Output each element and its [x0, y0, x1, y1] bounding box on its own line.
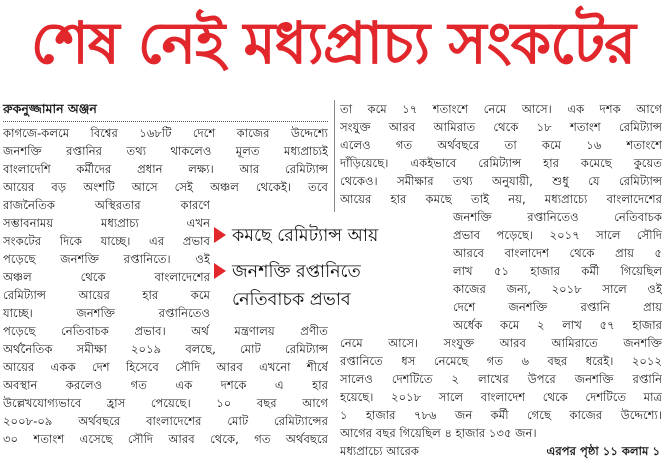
right-column-line: দেশে জনশক্তি রপ্তানি প্রায় [453, 300, 662, 314]
right-column-line: আয়ের হার কমছে তাই নয়, মধ্যপ্রাচ্যে বাংলাদেশের [340, 192, 662, 206]
left-column-line: বাংলাদেশি কর্মীদের প্রধান লক্ষ্য। আর রেমিট্যান্স [3, 162, 328, 176]
right-column-line: নেমে আসে। সংযুক্ত আরব আমিরাতে জনশক্তি [340, 336, 662, 350]
left-column-line: যাচ্ছে। জনশক্তি রপ্তানিতেও [3, 306, 210, 320]
callout-text: জনশক্তি রপ্তানিতে [232, 262, 361, 282]
left-column-line: অর্থনৈতিক সমীক্ষা ২০১৯ বলছে, মোট রেমিট্যান্স [3, 342, 328, 356]
callout-box [214, 212, 448, 316]
right-column-line: সংযুক্ত আরব আমিরাত থেকে ১৮ শতাংশ রেমিট্যান্স [340, 120, 662, 134]
triangle-bullet-icon [214, 263, 226, 279]
headline: শেষ নেই মধ্যপ্রাচ্য সংকটের [30, 9, 636, 77]
right-column-line: কাজের জন্য, ২০১৮ সালে ওই [453, 282, 662, 296]
left-column-line: সংকটের দিকে যাচ্ছে। এর প্রভাব [3, 234, 210, 248]
left-column-line: সম্ভাবনাময় মধ্যপ্রাচ্য এখন [3, 216, 210, 230]
callout-text: কমছে রেমিট্যান্স আয় [232, 226, 379, 246]
callout-item [214, 258, 448, 286]
left-column-line: কাগজে-কলমে বিশ্বের ১৬৮টি দেশে কাজের উদ্দেশ্যে [3, 126, 328, 140]
right-column-line: সালেও দেশটিতে ২ লাখের উপরে জনশক্তি রপ্তানি [340, 372, 662, 386]
left-column-line: জনশক্তি রপ্তানির তথ্য থাকলেও মূলত মধ্যপ্রাচ্যই [3, 144, 328, 158]
right-column-line: লাখ ৫১ হাজার কর্মী গিয়েছিল [453, 264, 662, 278]
left-column-line: ২০০৮-০৯ অর্থবছরে বাংলাদেশের মোট রেমিট্যান্সের [3, 414, 328, 428]
right-column-line: তা কমে ১৭ শতাংশে নেমে আসে। এক দশক আগে [340, 102, 662, 116]
left-column-line: আয়ের বড় অংশটি আসে সেই অঞ্চল থেকেই। তবে [3, 180, 328, 194]
right-column-line: এলেও গত অর্থবছরে তা কমে ১৬ শতাংশে [340, 138, 662, 152]
callout-text: নেতিবাচক প্রভাব [232, 290, 351, 310]
byline-rule [3, 121, 328, 122]
right-column-line: আরবে বাংলাদেশ থেকে প্রায় ৫ [453, 246, 662, 260]
left-column-line: অঞ্চল থেকে বাংলাদেশের [3, 270, 210, 284]
left-column-line: রাজনৈতিক অস্থিরতার কারণে [3, 198, 210, 212]
byline: রুকনুজ্জামান অঞ্জন [3, 101, 97, 116]
right-column-line: থেকেও। সমীক্ষার তথ্য অনুযায়ী, শুধু যে রেমিট্যান্স [340, 174, 662, 188]
left-column-line: আয়ের একক দেশ হিসেবে সৌদি আরব এখনো শীর্ষে [3, 360, 328, 374]
right-column-line: জনশক্তি রপ্তানিতেও নেতিবাচক [453, 210, 662, 224]
left-column-line: পড়েছে জনশক্তি রপ্তানিতে। ওই [3, 252, 210, 266]
left-column-line: রেমিট্যান্স আয়ের হার কমে [3, 288, 210, 302]
right-column-line: হয়েছে। ২০১৮ সালে বাংলাদেশ থেকে দেশটিতে মাত্র [340, 390, 662, 404]
right-column-line: প্রভাব পড়েছে। ২০১৭ সালে সৌদি [453, 228, 662, 242]
callout-item [214, 286, 466, 314]
left-column-line: উল্লেখযোগ্যভাবে হ্রাস পেয়েছে। ১০ বছর আগে [3, 396, 328, 410]
right-column-line: মধ্যপ্রাচ্যে আরেক [340, 444, 419, 458]
right-column-line: দাঁড়িয়েছে। একইভাবে রেমিট্যান্স হার কমেছে কুয়েত [340, 156, 662, 170]
left-column-line: অবস্থান করলেও গত এক দশকে এ হার [3, 378, 328, 392]
continuation-note: এরপর পৃষ্ঠা ১১ কলাম ১ [546, 444, 660, 458]
right-column-line: ১ হাজার ৭৮৬ জন কর্মী গেছে কাজের উদ্দেশ্যে। [340, 408, 662, 422]
left-column-line: ৩০ শতাংশ এসেছে সৌদি আরব থেকে, গত অর্থবছরে [3, 432, 328, 446]
callout-item [214, 222, 448, 250]
right-column-line: রপ্তানিতে ধস নেমেছে গত ৬ বছর ধরেই। ২০১২ [340, 354, 662, 368]
right-column-line: আগের বছর গিয়েছিল ৪ হাজার ১৩৫ জন। [340, 426, 537, 440]
triangle-bullet-icon [214, 227, 226, 243]
right-column-line: অর্ধেক কমে ২ লাখ ৫৭ হাজার [453, 318, 662, 332]
left-column-line: পড়েছে নেতিবাচক প্রভাব। অর্থ মন্ত্রণালয় প্রণীত [3, 324, 328, 338]
